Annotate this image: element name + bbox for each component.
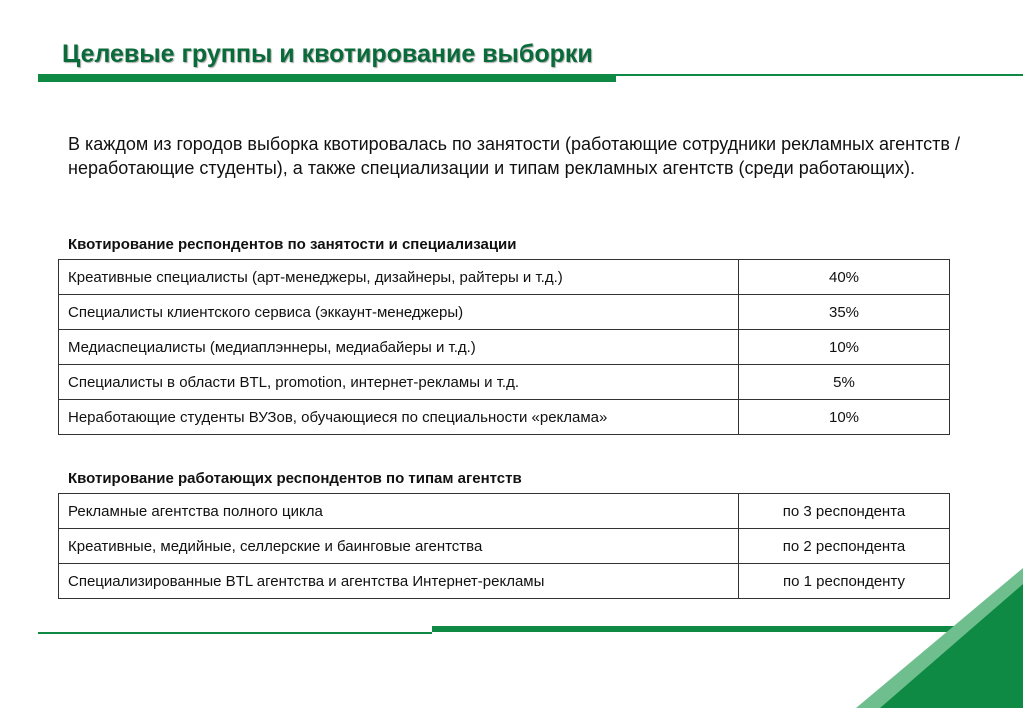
row-label: Неработающие студенты ВУЗов, обучающиеся по специальности «реклама» <box>59 400 739 435</box>
row-label: Креативные, медийные, селлерские и баинговые агентства <box>59 529 739 564</box>
table-row <box>59 365 950 400</box>
agency-type-quota-table <box>58 493 950 599</box>
table-row <box>59 260 950 295</box>
row-value: 10% <box>739 400 950 435</box>
row-value: 35% <box>739 295 950 330</box>
row-label: Специалисты в области BTL, promotion, интернет-рекламы и т.д. <box>59 365 739 400</box>
table-row <box>59 330 950 365</box>
row-label: Медиаспециалисты (медиаплэннеры, медиабайеры и т.д.) <box>59 330 739 365</box>
row-label: Специализированные BTL агентства и агентства Интернет-рекламы <box>59 564 739 599</box>
row-value: по 1 респонденту <box>739 564 950 599</box>
row-label: Креативные специалисты (арт-менеджеры, дизайнеры, райтеры и т.д.) <box>59 260 739 295</box>
slide-title: Целевые группы и квотирование выборки <box>62 40 593 68</box>
row-value: 40% <box>739 260 950 295</box>
corner-triangle-decoration <box>850 560 1023 708</box>
row-label: Рекламные агентства полного цикла <box>59 494 739 529</box>
row-value: по 3 респондента <box>739 494 950 529</box>
row-label: Специалисты клиентского сервиса (эккаунт-менеджеры) <box>59 295 739 330</box>
table1-caption: Квотирование респондентов по занятости и специализации <box>68 236 517 253</box>
table-row <box>59 529 950 564</box>
table-row <box>59 295 950 330</box>
intro-paragraph: В каждом из городов выборка квотировалась по занятости (работающие сотрудники рекламных агентств / неработающие студенты), а также специализации и типам рекламных агентств (среди работающих). <box>68 134 960 178</box>
title-underline-line <box>616 74 1023 76</box>
table-row <box>59 564 950 599</box>
table2-caption: Квотирование работающих респондентов по типам агентств <box>68 470 522 487</box>
row-value: по 2 респондента <box>739 529 950 564</box>
footer-line <box>38 632 432 634</box>
row-value: 5% <box>739 365 950 400</box>
table-row <box>59 400 950 435</box>
table-row <box>59 494 950 529</box>
row-value: 10% <box>739 330 950 365</box>
title-underline-bar <box>38 74 616 82</box>
employment-quota-table <box>58 259 950 435</box>
